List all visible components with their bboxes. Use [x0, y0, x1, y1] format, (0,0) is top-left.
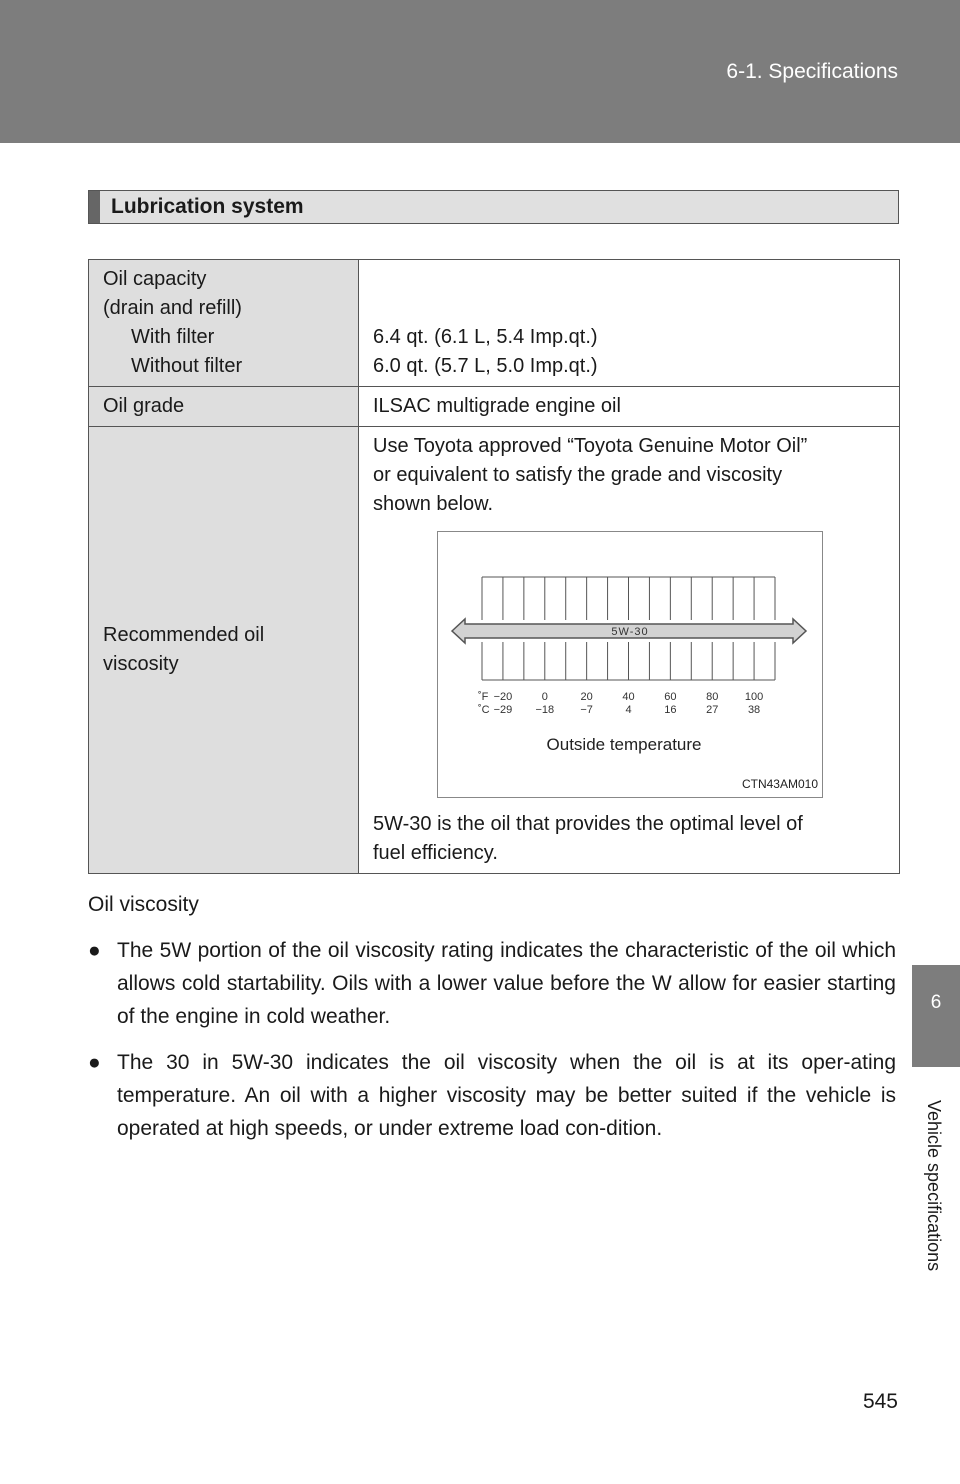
capacity-label-line: Oil capacity [103, 268, 207, 290]
viscosity-value-cell [359, 427, 900, 874]
oil-capacity-value-cell [359, 260, 900, 387]
figure-code: CTN43AM010 [741, 777, 818, 791]
viscosity-label-line: viscosity [103, 653, 179, 675]
viscosity-intro-line: shown below. [373, 493, 494, 515]
page-header [0, 0, 960, 143]
bullet-item [88, 934, 896, 1033]
viscosity-note-line: 5W-30 is the oil that provides the optimal level of [373, 813, 803, 835]
bullet-text: The 5W portion of the oil viscosity rating indicates the characteristic of the oil which allows cold startability. Oils with a lower value before the W allow for easier starting of the engine in cold weather. [117, 939, 896, 1028]
viscosity-intro-line: Use Toyota approved “Toyota Genuine Motor Oil” [373, 435, 808, 457]
page-number: 545 [862, 1390, 898, 1413]
chapter-tab [912, 965, 960, 1067]
oil-grade-value: ILSAC multigrade engine oil [359, 387, 900, 427]
chart-tick-labels [494, 691, 764, 716]
oil-viscosity-heading: Oil viscosity [88, 893, 199, 916]
section-title-bar [88, 190, 899, 224]
chapter-side-label [920, 1100, 944, 1300]
bullet-text: The 30 in 5W-30 indicates the oil viscosity when the oil is at its oper-ating temperature. An oil with a higher viscosity may be better suited if the vehicle is operated at high speeds, or under extreme load con-dition. [117, 1051, 896, 1140]
tick-label-fahrenheit: 0 [541, 691, 548, 703]
without-filter-label: Without filter [131, 355, 243, 377]
tick-label-fahrenheit: 40 [622, 691, 635, 703]
tick-label-fahrenheit: 20 [580, 691, 593, 703]
unit-fahrenheit-label: ˚F [478, 691, 489, 703]
without-filter-value: 6.0 qt. (5.7 L, 5.0 Imp.qt.) [373, 355, 598, 377]
header-section-title: 6-1. Specifications [726, 60, 898, 83]
tick-label-celsius: 16 [664, 704, 677, 716]
oil-viscosity-explanation [88, 888, 896, 1158]
viscosity-note-line: fuel efficiency. [373, 842, 498, 864]
oil-grade-row [89, 387, 900, 427]
tick-label-celsius: 38 [747, 704, 761, 716]
tick-label-celsius: −7 [580, 704, 593, 716]
oil-capacity-row [89, 260, 900, 387]
tick-label-fahrenheit: 100 [744, 691, 764, 703]
chapter-number: 6 [930, 992, 942, 1013]
lubrication-spec-table [88, 259, 900, 874]
bullet-icon: ● [88, 1051, 101, 1074]
viscosity-intro-line: or equivalent to satisfy the grade and viscosity [373, 464, 783, 486]
tick-label-fahrenheit: 60 [664, 691, 677, 703]
tick-label-celsius: 4 [625, 704, 632, 716]
section-title: Lubrication system [111, 195, 304, 218]
viscosity-chart [438, 532, 824, 799]
chapter-label-text: Vehicle specifications [924, 1100, 944, 1272]
with-filter-value: 6.4 qt. (6.1 L, 5.4 Imp.qt.) [373, 326, 598, 348]
tick-label-celsius: −29 [493, 704, 513, 716]
capacity-label-line: (drain and refill) [103, 297, 242, 319]
bullet-item [88, 1046, 896, 1145]
oil-capacity-label-cell [89, 260, 359, 387]
tick-label-celsius: 27 [706, 704, 719, 716]
oil-grade-label: Oil grade [89, 387, 359, 427]
viscosity-label-line: Recommended oil [103, 624, 265, 646]
oil-viscosity-row [89, 427, 900, 874]
series-5w30-label: 5W-30 [611, 626, 649, 638]
tick-label-celsius: −18 [535, 704, 555, 716]
viscosity-chart-figure [437, 531, 823, 798]
tick-label-fahrenheit: −20 [493, 691, 513, 703]
tick-label-fahrenheit: 80 [706, 691, 719, 703]
bullet-icon: ● [88, 939, 101, 962]
x-axis-label: Outside temperature [546, 735, 702, 754]
unit-celsius-label: ˚C [478, 704, 490, 716]
viscosity-label-cell [89, 427, 359, 874]
with-filter-label: With filter [131, 326, 215, 348]
